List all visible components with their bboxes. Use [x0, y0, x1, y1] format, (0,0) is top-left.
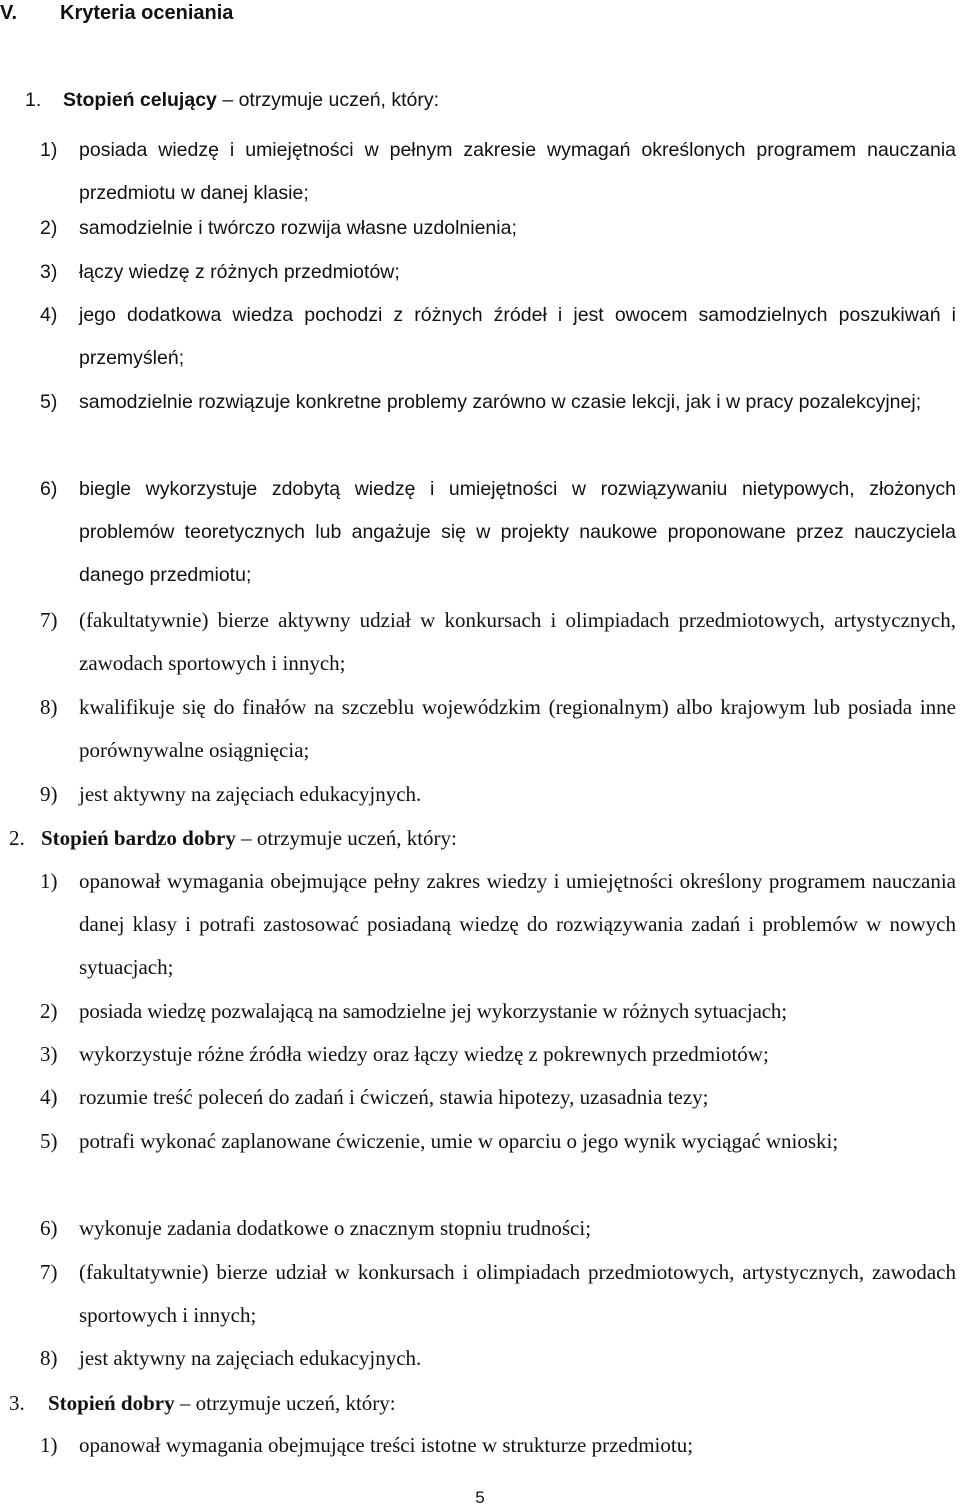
item-number: 3)	[40, 261, 58, 283]
item-text: jest aktywny na zajęciach edukacyjnych.	[79, 782, 422, 806]
list-item	[40, 129, 956, 215]
item-text: posiada wiedzę i umiejętności w pełnym zakresie wymagań określonych programem nauczania przedmiotu w danej klasie;	[79, 139, 956, 204]
list-item	[40, 381, 956, 424]
list-item	[40, 773, 956, 816]
list-item	[40, 860, 956, 989]
item-text: (fakultatywnie) bierze udział w konkursach i olimpiadach przedmiotowych, artystycznych, zawodach sportowych i innych;	[79, 1260, 956, 1327]
list-item	[40, 599, 956, 685]
section-title: Kryteria oceniania	[60, 2, 234, 24]
item-text: wykonuje zadania dodatkowe o znacznym stopniu trudności;	[79, 1216, 592, 1240]
grade-name: Stopień dobry	[48, 1391, 175, 1415]
item-number: 5)	[40, 391, 58, 413]
list-item	[40, 1337, 956, 1380]
item-text: wykorzystuje różne źródła wiedzy oraz łączy wiedzę z pokrewnych przedmiotów;	[79, 1042, 769, 1066]
list-item	[40, 1424, 956, 1467]
item-text: samodzielnie i twórczo rozwija własne uzdolnienia;	[79, 217, 517, 239]
item-number: 6)	[40, 478, 58, 500]
section-number: V.	[0, 2, 18, 24]
item-text: biegle wykorzystuje zdobytą wiedzę i umiejętności w rozwiązywaniu nietypowych, złożonych problemów teoretycznych lub angażuje się w projekty naukowe proponowane przez nauczyciela danego przedmiotu;	[79, 478, 956, 586]
item-number: 9)	[40, 782, 58, 806]
item-number: 4)	[40, 304, 58, 326]
grade-heading-bardzo-dobry	[9, 824, 457, 852]
item-number: 8)	[40, 695, 58, 719]
list-item	[40, 1076, 956, 1119]
item-number: 1)	[40, 1433, 58, 1457]
item-text: opanował wymagania obejmujące treści istotne w strukturze przedmiotu;	[79, 1433, 694, 1457]
item-number: 1)	[40, 139, 58, 161]
grade-name: Stopień bardzo dobry	[41, 826, 236, 850]
item-number: 3)	[40, 1042, 58, 1066]
item-text: jest aktywny na zajęciach edukacyjnych.	[79, 1346, 422, 1370]
grade-intro: – otrzymuje uczeń, który:	[179, 1391, 396, 1415]
grade-name: Stopień celujący	[63, 89, 217, 111]
list-item	[40, 1251, 956, 1337]
item-number: 5)	[40, 1129, 58, 1153]
item-text: kwalifikuje się do finałów na szczeblu wojewódzkim (regionalnym) albo krajowym lub posiada inne porównywalne osiągnięcia;	[79, 695, 956, 762]
item-number: 4)	[40, 1085, 58, 1109]
item-number: 7)	[40, 608, 58, 632]
list-item	[40, 207, 956, 250]
list-item	[40, 1033, 956, 1076]
grade-number: 3.	[9, 1391, 25, 1415]
list-item	[40, 686, 956, 772]
section-heading	[0, 0, 233, 26]
grade-number: 1.	[25, 89, 42, 111]
item-number: 8)	[40, 1346, 58, 1370]
item-number: 6)	[40, 1216, 58, 1240]
list-item	[40, 990, 956, 1033]
list-item	[40, 1207, 956, 1250]
item-text: łączy wiedzę z różnych przedmiotów;	[79, 261, 400, 283]
list-item	[40, 251, 956, 294]
item-text: (fakultatywnie) bierze aktywny udział w konkursach i olimpiadach przedmiotowych, artystycznych, zawodach sportowych i innych;	[79, 608, 956, 675]
item-number: 2)	[40, 999, 58, 1023]
item-number: 2)	[40, 217, 58, 239]
list-item	[40, 468, 956, 597]
item-text: jego dodatkowa wiedza pochodzi z różnych źródeł i jest owocem samodzielnych poszukiwań i przemyśleń;	[79, 304, 956, 369]
item-text: posiada wiedzę pozwalającą na samodzielne jej wykorzystanie w różnych sytuacjach;	[79, 999, 787, 1023]
page-number: 5	[475, 1488, 485, 1507]
item-number: 1)	[40, 869, 58, 893]
list-item	[40, 1120, 956, 1163]
grade-intro: – otrzymuje uczeń, który:	[241, 826, 457, 850]
grade-number: 2.	[9, 826, 25, 850]
grade-heading-celujacy	[25, 86, 439, 114]
list-item	[40, 294, 956, 380]
item-text: rozumie treść poleceń do zadań i ćwiczeń, stawia hipotezy, uzasadnia tezy;	[79, 1085, 709, 1109]
grade-intro: – otrzymuje uczeń, który:	[222, 89, 440, 111]
item-text: potrafi wykonać zaplanowane ćwiczenie, umie w oparciu o jego wynik wyciągać wnioski;	[79, 1129, 839, 1153]
grade-heading-dobry	[9, 1389, 396, 1417]
item-text: samodzielnie rozwiązuje konkretne problemy zarówno w czasie lekcji, jak i w pracy pozalekcyjnej;	[79, 391, 922, 413]
item-text: opanował wymagania obejmujące pełny zakres wiedzy i umiejętności określony programem nauczania danej klasy i potrafi zastosować posiadaną wiedzę do rozwiązywania zadań i problemów w nowych sytuacjach;	[79, 869, 956, 979]
item-number: 7)	[40, 1260, 58, 1284]
